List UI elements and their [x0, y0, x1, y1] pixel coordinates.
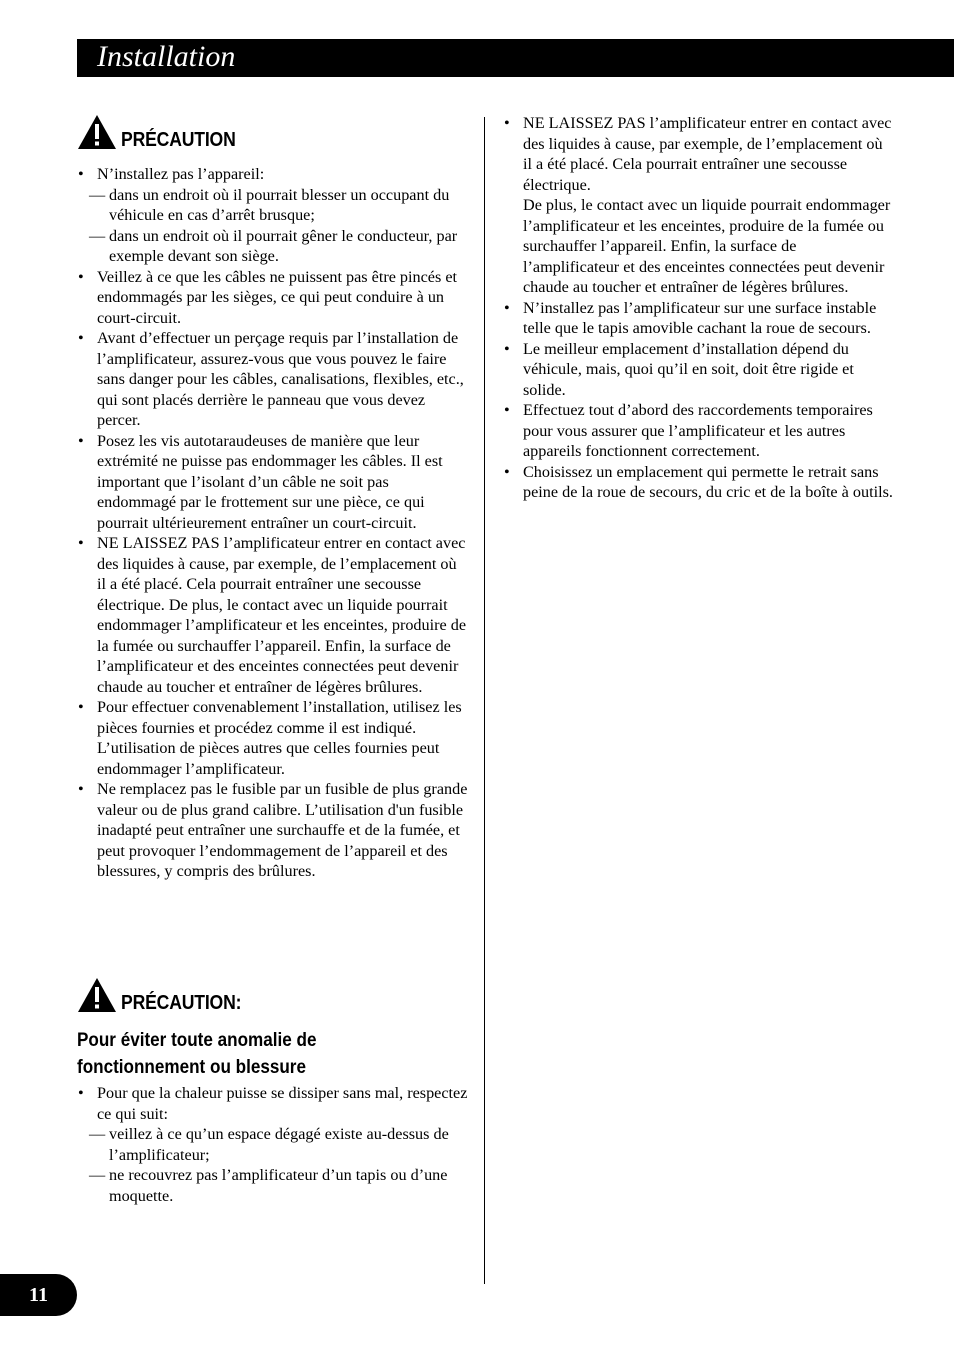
caution-heading — [77, 120, 251, 150]
subheading-line: fonctionnement ou blessure — [77, 1057, 306, 1078]
list-item — [77, 164, 469, 185]
dash: — — [89, 1166, 106, 1184]
right-list — [503, 113, 895, 503]
list-item-text: Posez les vis autotaraudeuses de manière que leur extrémité ne puisse pas endommager les câbles. Il est important que l’isolant d’un câble ne soit pas endommagé par le frottement sur une pièce, ce qui pourrait ultérieurement entraîner un court-circuit. — [97, 431, 443, 532]
list-item-text: NE LAISSEZ PAS l’amplificateur entrer en contact avec des liquides à cause, par exemple, de l’emplacement où il a été placé. Cela pourrait entraîner une secousse électrique. De plus, le contact avec un liquide pourrait endommager l’amplificateur et les enceintes, produire de la fumée ou surchauffer l’appareil. Enfin, la surface de l’amplificateur et des enceintes connectées peut devenir chaude au toucher et entraîner de légères brûlures. — [97, 534, 467, 696]
sub-item — [77, 1124, 469, 1165]
dash: — — [89, 185, 106, 204]
bullet: • — [78, 1084, 84, 1102]
caution-list — [77, 164, 469, 882]
list-item — [503, 298, 895, 339]
list-item — [503, 339, 895, 401]
list-item — [503, 400, 895, 462]
caution-list-2 — [77, 1083, 469, 1206]
bullet: • — [78, 267, 84, 286]
list-item-text: Choisissez un emplacement qui permette le retrait sans peine de la roue de secours, du cric et de la boîte à outils. — [523, 462, 893, 501]
list-item-text: N’installez pas l’amplificateur sur une surface instable telle que le tapis amovible cachant la roue de secours. — [523, 298, 877, 337]
sub-item-text: dans un endroit où il pourrait blesser un occupant du véhicule en cas d’arrêt brusque; — [109, 185, 450, 224]
bullet: • — [78, 698, 84, 716]
list-item — [77, 533, 469, 697]
sub-item-text: veillez à ce qu’un espace dégagé existe au-dessus de l’amplificateur; — [109, 1125, 449, 1164]
list-item-text: Le meilleur emplacement d’installation dépend du véhicule, mais, quoi qu’il en soit, doit être rigide et solide. — [523, 339, 854, 399]
list-item-text: N’installez pas l’appareil: — [97, 165, 265, 183]
list-item — [77, 779, 469, 882]
warning-triangle-icon — [77, 114, 117, 150]
page-title: Installation — [97, 40, 236, 73]
list-item — [77, 431, 469, 534]
list-item — [77, 328, 469, 431]
list-item — [77, 267, 469, 329]
dash: — — [89, 226, 106, 245]
list-item — [77, 1083, 469, 1124]
bullet: • — [78, 431, 84, 450]
list-item-text: Pour effectuer convenablement l’installation, utilisez les pièces fournies et procédez comme il est indiqué. L’utilisation de pièces autres que celles fournies peut endommager l’amplificateur. — [97, 698, 462, 778]
caution-label: PRÉCAUTION — [121, 129, 236, 151]
list-item-text: Ne remplacez pas le fusible par un fusible de plus grande valeur ou de plus grand calibre. L’utilisation d'un fusible inadapté peut entraîner une surchauffe et de la fumée, et peut provoquer l’endommagement de l’appareil et des blessures, y compris des brûlures. — [97, 780, 468, 880]
list-item-continuation: De plus, le contact avec un liquide pourrait endommager l’amplificateur et les enceintes, produire de la fumée ou surchauffer l’appareil. Enfin, la surface de l’amplificateur et des enceintes connectées peut devenir chaude au toucher et entraîner de légères brûlures. — [523, 196, 891, 296]
subheading-line: Pour éviter toute anomalie de — [77, 1030, 317, 1051]
list-item-text: Effectuez tout d’abord des raccordements temporaires pour vous assurer que l’amplificateur et les autres appareils fonctionnent correctement. — [523, 401, 873, 460]
caution-heading-2 — [77, 983, 258, 1013]
bullet: • — [504, 298, 510, 317]
list-item-text: Veillez à ce que les câbles ne puissent pas être pincés et endommagés par les sièges, ce qui peut conduire à un court-circuit. — [97, 267, 458, 327]
caution-label: PRÉCAUTION: — [121, 992, 242, 1014]
bullet: • — [504, 339, 510, 358]
page-number-tab — [0, 1274, 77, 1316]
warning-triangle-icon — [77, 977, 117, 1013]
bullet: • — [78, 780, 84, 798]
list-item-text: NE LAISSEZ PAS l’amplificateur entrer en contact avec des liquides à cause, par exemple, de l’emplacement où il a été placé. Cela pourrait entraîner une secousse électrique. — [523, 114, 892, 194]
bullet: • — [504, 114, 510, 132]
column-divider — [484, 117, 485, 1284]
sub-item — [77, 185, 469, 226]
list-item-text: Pour que la chaleur puisse se dissiper sans mal, respectez ce qui suit: — [97, 1084, 468, 1123]
sub-item-text: ne recouvrez pas l’amplificateur d’un tapis ou d’une moquette. — [109, 1166, 448, 1205]
dash: — — [89, 1125, 106, 1143]
sub-item — [77, 1165, 469, 1206]
sub-item-text: dans un endroit où il pourrait gêner le conducteur, par exemple devant son siège. — [109, 226, 458, 265]
list-item — [503, 462, 895, 503]
page-number: 11 — [29, 1284, 48, 1306]
section-subheading — [77, 1027, 430, 1081]
header-bar — [77, 39, 954, 77]
bullet: • — [78, 329, 84, 347]
bullet: • — [78, 534, 84, 552]
list-item-text: Avant d’effectuer un perçage requis par l’installation de l’amplificateur, assurez-vous que vous pouvez le faire sans danger pour les câbles, canalisations, flexibles, etc., qui sont placés derrière le panneau que vous devez percer. — [97, 329, 464, 429]
list-item — [77, 697, 469, 779]
bullet: • — [78, 165, 84, 183]
list-item — [503, 113, 895, 298]
sub-item — [77, 226, 469, 267]
bullet: • — [504, 462, 510, 481]
bullet: • — [504, 401, 510, 419]
